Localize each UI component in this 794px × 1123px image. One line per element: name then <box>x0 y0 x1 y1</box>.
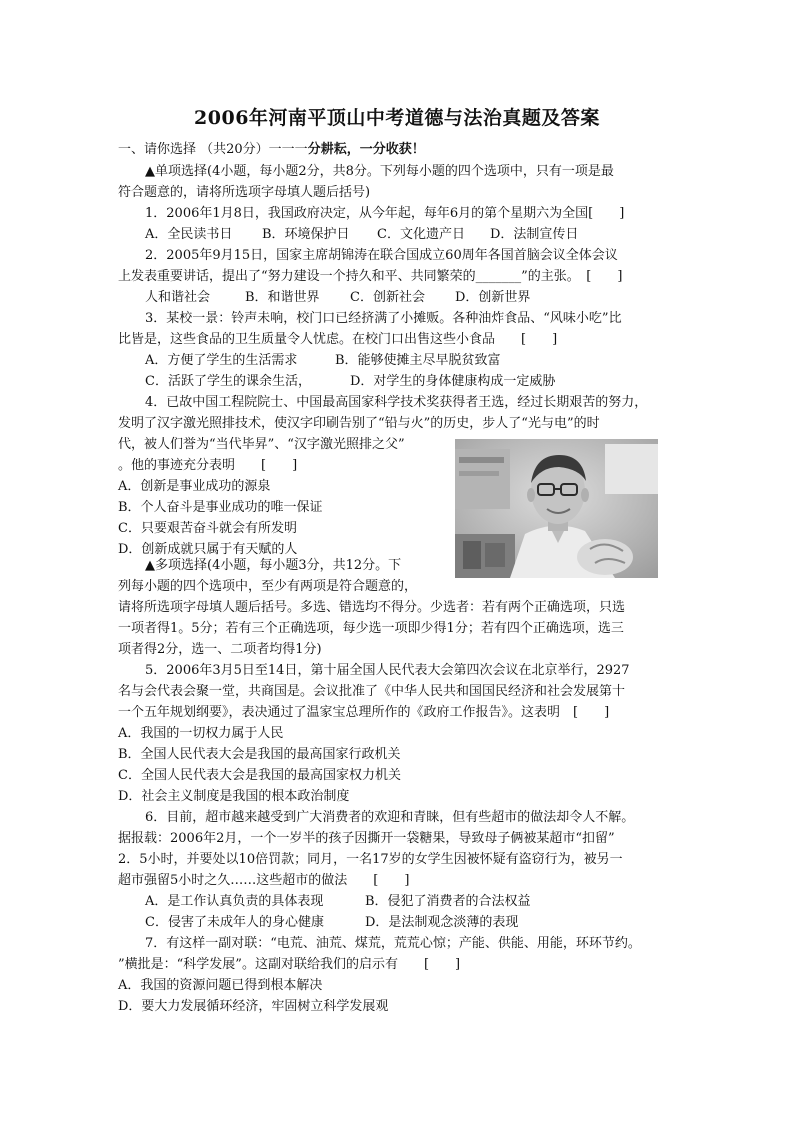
question-3-option-b: B．能够使摊主尽早脱贫致富 <box>335 353 501 368</box>
question-5-option-a: A．我国的一切权力属于人民 <box>118 726 284 741</box>
question-7-stem: 7．有这样一副对联：“电荒、油荒、煤荒，荒荒心惊；产能、供能、用能，环环节约。 <box>145 936 641 951</box>
question-5-stem-cont-2: 一个五年规划纲要》，表决通过了温家宝总理所作的《政府工作报告》。这表明 [ ] <box>118 705 610 720</box>
question-5-stem: 5．2006年3月5日至14日，第十届全国人民代表大会第四次会议在北京举行，2927 <box>145 663 630 678</box>
question-2-stem: 2．2005年9月15日，国家主席胡锦涛在联合国成立60周年各国首脑会议全体会议 <box>145 248 618 263</box>
multi-choice-instruction-cont-1: 列每小题的四个选项中，至少有两项是符合题意的， <box>118 579 418 594</box>
question-5-option-b: B．全国人民代表大会是我国的最高国家行政机关 <box>118 747 401 762</box>
question-2-option-b: B．和谐世界 <box>245 290 320 305</box>
question-3-stem-cont: 比皆是，这些食品的卫生质量令人忧虑。在校门口出售这些小食品 [ ] <box>118 332 558 347</box>
question-5-option-c: C．全国人民代表大会是我国的最高国家权力机关 <box>118 768 401 783</box>
question-1-option-d: D．法制宣传日 <box>490 227 579 242</box>
question-4-stem-cont-3: 。他的事迹充分表明 [ ] <box>118 458 298 473</box>
section-heading <box>118 140 425 160</box>
portrait-photo <box>455 439 658 578</box>
question-4-option-d: D．创新成就只属于有天赋的人 <box>118 542 298 557</box>
question-6-option-b: B．侵犯了消费者的合法权益 <box>365 894 531 909</box>
question-3-stem: 3．某校一景：铃声未响，校门口已经挤满了小摊贩。各种油炸食品、“风味小吃”比 <box>145 311 622 326</box>
multi-choice-instruction-cont-4: 项者得2分，选一、二项者均得1分) <box>118 642 322 657</box>
question-1-option-c: C．文化遗产日 <box>377 227 465 242</box>
multi-choice-instruction-cont-2: 请将所选项字母填人题后括号。多选、错选均不得分。少选者：若有两个正确选项，只选 <box>118 600 626 615</box>
section-motto: 分耕耘，一分收获！ <box>307 142 425 157</box>
multi-choice-instruction: ▲多项选择(4小题，每小题3分，共12分。下 <box>145 558 402 573</box>
question-4-stem: 4．已故中国工程院院士、中国最高国家科学技术奖获得者王选，经过长期艰苦的努力， <box>145 395 648 410</box>
multi-choice-instruction-cont-3: 一项者得1。5分；若有三个正确选项，每少选一项即少得1分；若有四个正确选项，选三 <box>118 621 624 636</box>
question-7-option-a: A．我国的资源问题已得到根本解决 <box>118 978 323 993</box>
question-4-option-b: B．个人奋斗是事业成功的唯一保证 <box>118 500 323 515</box>
question-2-stem-cont: 上发表重要讲话，提出了“努力建设一个持久和平、共同繁荣的_______”的主张。 [ ] <box>118 269 623 284</box>
section-heading-text: 一、请你选择 （共20分）一一一 <box>118 142 308 157</box>
page-title: 2006年河南平顶山中考道德与法治真题及答案 <box>194 107 600 129</box>
question-6-option-a: A．是工作认真负责的具体表现 <box>145 894 324 909</box>
question-6-stem-cont-3: 超市强留5小时之久……这些超市的做法 [ ] <box>118 873 410 888</box>
question-6-stem: 6．目前，超市越来越受到广大消费者的欢迎和青睐，但有些超市的做法却令人不解。 <box>145 810 635 825</box>
question-1-option-a: A．全民读书日 <box>145 227 233 242</box>
question-5-option-d: D．社会主义制度是我国的根本政治制度 <box>118 789 350 804</box>
question-2-option-d: D．创新世界 <box>455 290 531 305</box>
question-5-stem-cont-1: 名与会代表会聚一堂，共商国是。会议批准了《中华人民共和国国民经济和社会发展第十 <box>118 684 626 699</box>
question-7-stem-cont: ”横批是：“科学发展”。这副对联给我们的启示有 [ ] <box>118 957 461 972</box>
question-4-stem-cont-2: 代，被人们誉为“当代毕昇”、“汉字激光照排之父” <box>118 437 405 452</box>
question-6-stem-cont-2: 2．5小时，并要处以10倍罚款；同月，一名17岁的女学生因被怀疑有盗窃行为，被另一 <box>118 852 623 867</box>
question-3-option-d: D．对学生的身体健康构成一定威胁 <box>350 374 556 389</box>
single-choice-instruction-cont: 符合题意的，请将所选项字母填人题后括号) <box>118 185 371 200</box>
question-3-option-a: A．方便了学生的生活需求 <box>145 353 298 368</box>
single-choice-instruction: ▲单项选择(4小题，每小题2分，共8分。下列每小题的四个选项中，只有一项是最 <box>145 164 614 179</box>
question-1-stem: 1．2006年1月8日，我国政府决定，从今年起，每年6月的第个星期六为全国[ ] <box>145 206 625 221</box>
question-4-stem-cont-1: 发明了汉字激光照排技术，使汉字印刷告别了“铅与火”的历史，步人了“光与电”的时 <box>118 416 600 431</box>
portrait-photo-illustration <box>455 439 658 578</box>
question-7-option-d: D．要大力发展循环经济，牢固树立科学发展观 <box>118 999 389 1014</box>
question-4-option-c: C．只要艰苦奋斗就会有所发明 <box>118 521 297 536</box>
question-1-option-b: B．环境保护日 <box>262 227 350 242</box>
question-6-stem-cont-1: 据报载：2006年2月，一个一岁半的孩子因撕开一袋糖果，导致母子俩被某超市“扣留” <box>118 831 615 846</box>
question-4-option-a: A．创新是事业成功的源泉 <box>118 479 271 494</box>
question-6-option-c: C．侵害了未成年人的身心健康 <box>145 915 324 930</box>
question-2-option-a: 人和谐社会 <box>145 290 211 305</box>
question-3-option-c: C．活跃了学生的课余生活， <box>145 374 311 389</box>
question-6-option-d: D．是法制观念淡薄的表现 <box>365 915 519 930</box>
question-2-option-c: C．创新社会 <box>350 290 425 305</box>
